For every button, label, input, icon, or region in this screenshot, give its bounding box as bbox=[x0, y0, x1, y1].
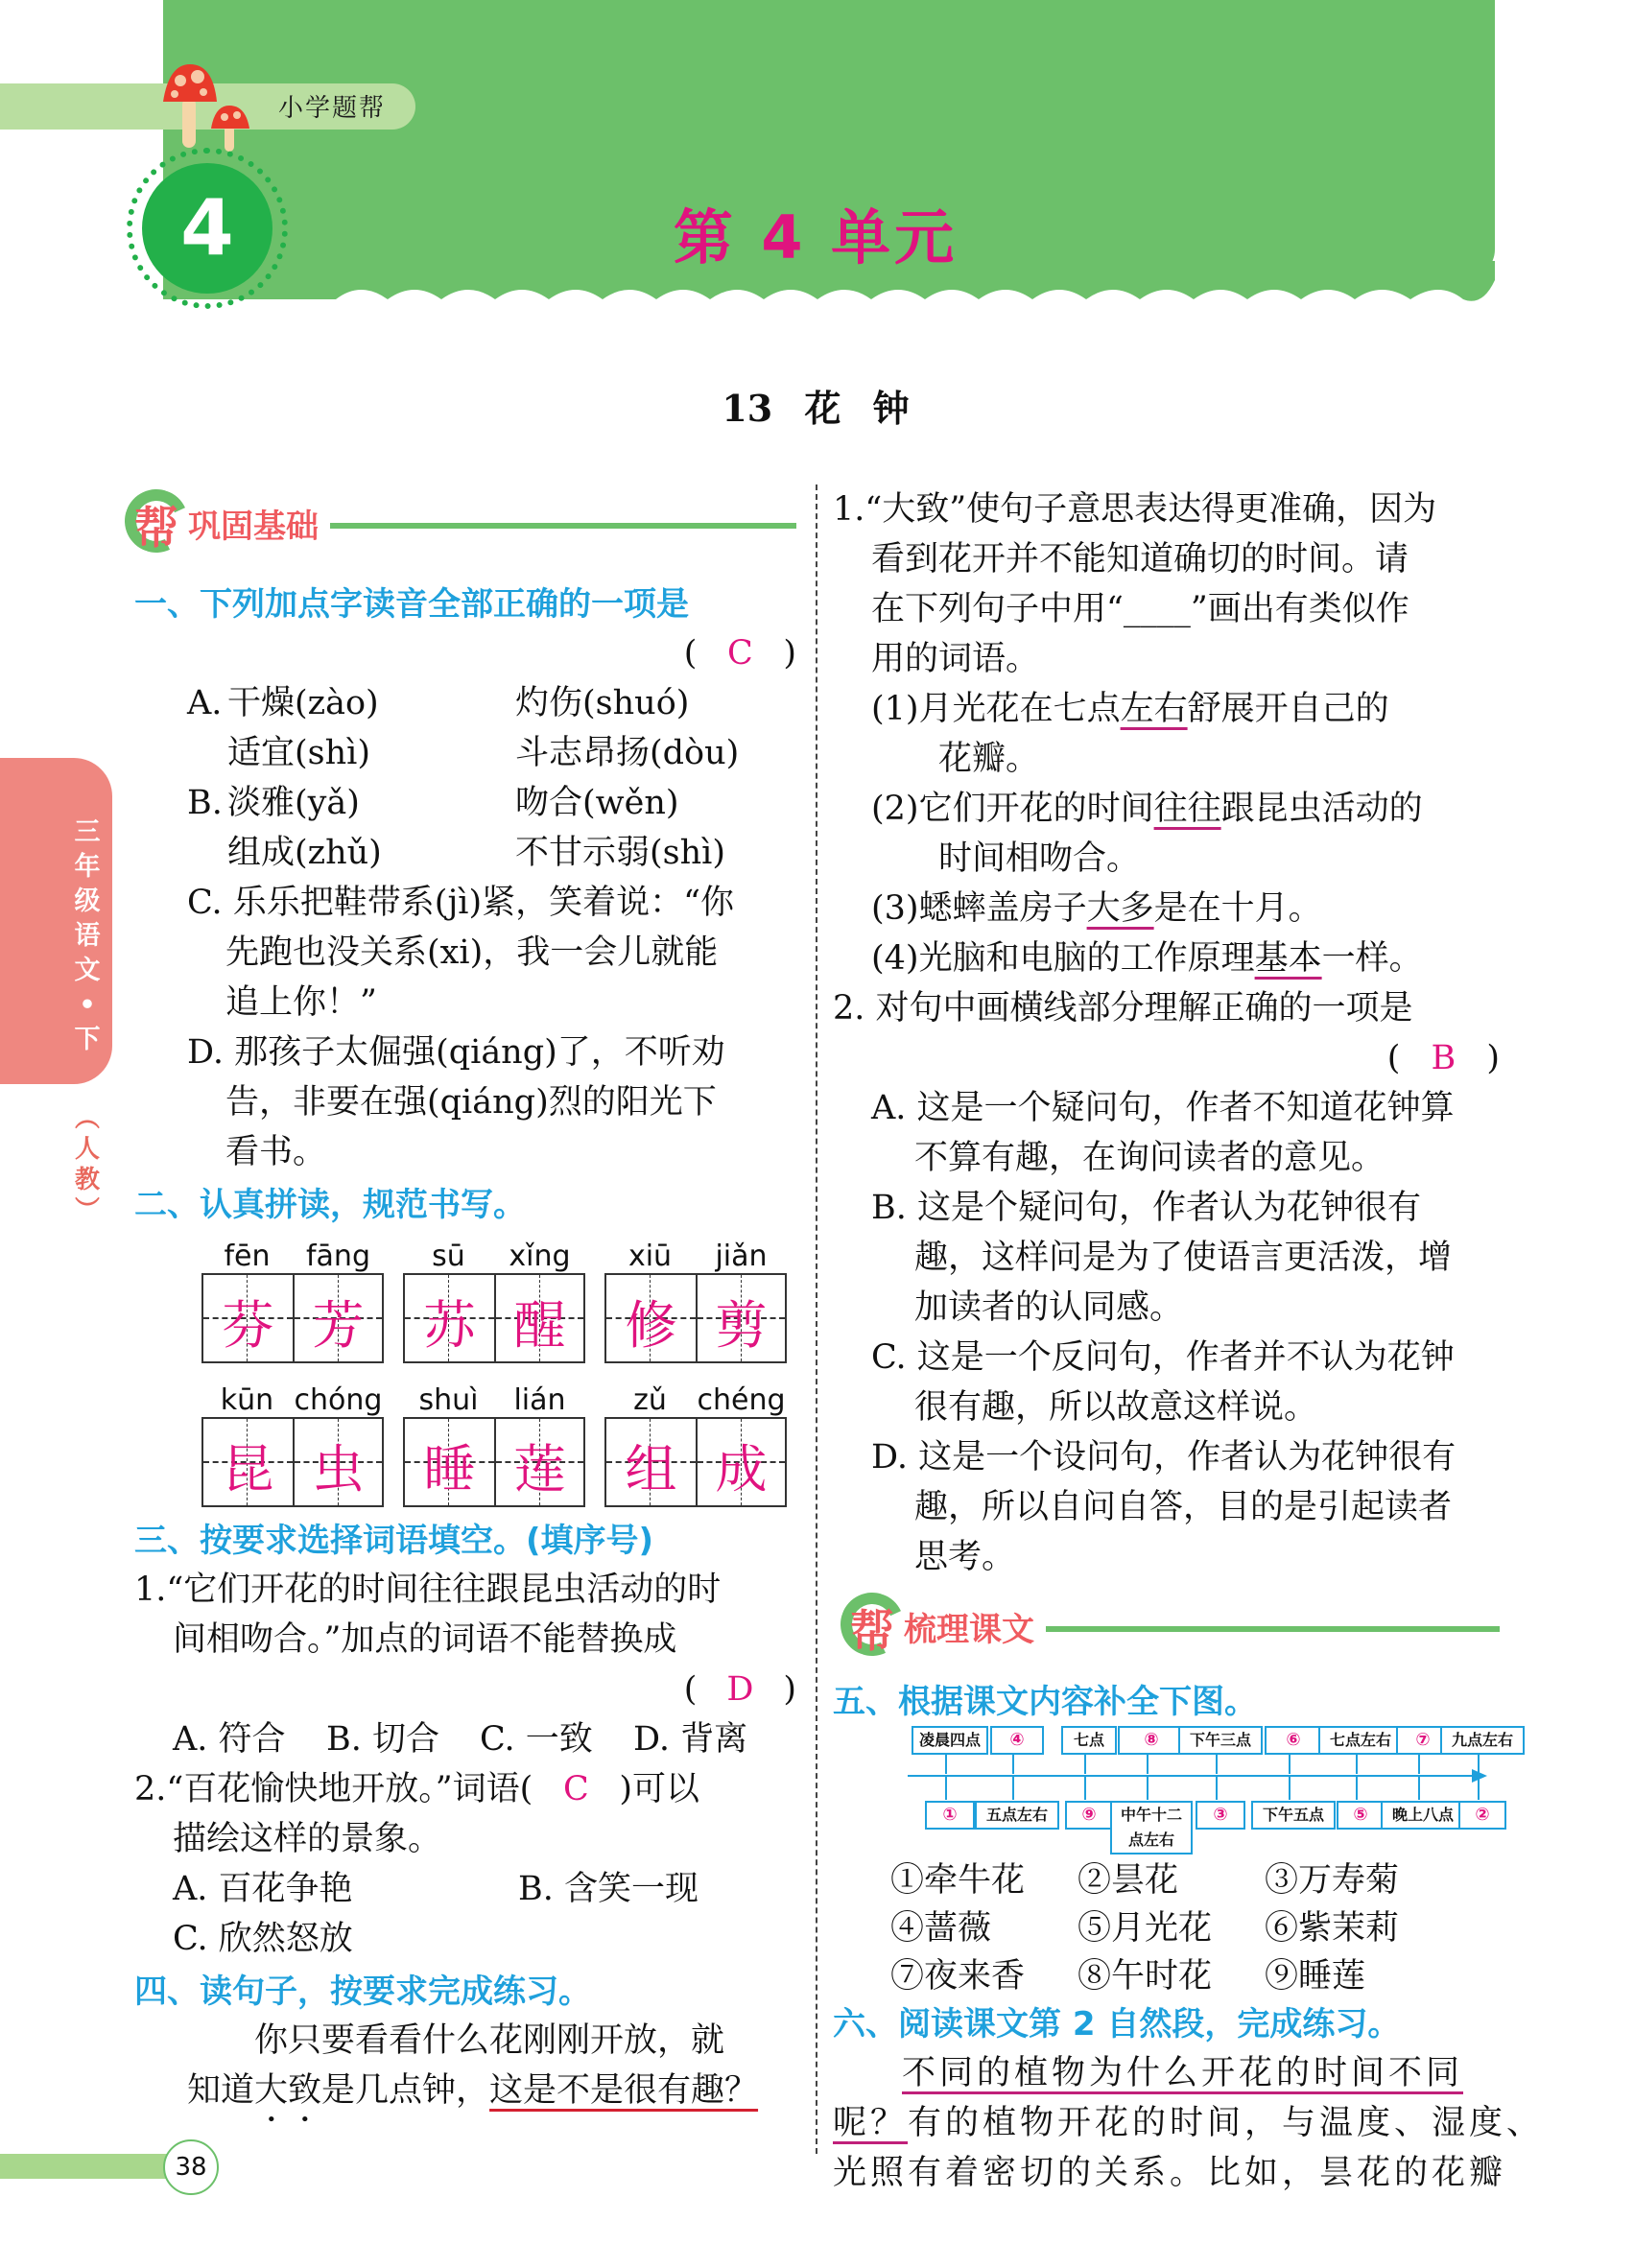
brand-name: 小学题帮 bbox=[278, 94, 387, 123]
tianzige-cell[interactable] bbox=[696, 1419, 785, 1505]
word-pair bbox=[201, 1229, 384, 1363]
q6-passage-line-3: 光照有着密切的关系。比如，昙花的花瓣 bbox=[833, 2154, 1507, 2192]
unit-number: 4 bbox=[180, 183, 234, 272]
q5-heading: 五、根据课文内容补全下图。 bbox=[833, 1683, 1257, 1721]
tianzige-boxes bbox=[403, 1417, 585, 1507]
underlined-word[interactable]: 往往 bbox=[1153, 790, 1221, 828]
arrow-connector bbox=[1418, 1777, 1420, 1800]
tianzige-cell[interactable] bbox=[203, 1419, 293, 1505]
arrow-connector bbox=[1478, 1777, 1480, 1800]
word-pair bbox=[604, 1373, 787, 1507]
mushroom-icon bbox=[161, 59, 276, 155]
side-tab-publisher bbox=[73, 1103, 102, 1226]
timeline-time-box: 七点左右 bbox=[1318, 1726, 1403, 1755]
underlined-word[interactable]: 大多 bbox=[1086, 889, 1154, 928]
written-character: 莲 bbox=[513, 1439, 566, 1500]
flower-option: ⑦夜来香 bbox=[890, 1957, 1026, 1996]
tianzige-boxes bbox=[201, 1417, 384, 1507]
pinyin bbox=[403, 1229, 585, 1273]
pinyin-syllable: jiǎn bbox=[715, 1240, 768, 1273]
section-label: 巩固基础 bbox=[188, 507, 319, 546]
arrow-down-icon bbox=[1478, 1755, 1480, 1774]
arrow-connector bbox=[1084, 1777, 1086, 1800]
pinyin-syllable: chóng bbox=[294, 1383, 383, 1417]
flower-options bbox=[890, 1856, 1500, 2000]
timeline-axis bbox=[908, 1775, 1474, 1777]
side-tab-char: • bbox=[79, 990, 96, 1020]
q4-sub1-sentences bbox=[833, 684, 1500, 983]
grid-row bbox=[201, 1229, 796, 1363]
timeline-time-box: 凌晨四点 bbox=[912, 1726, 988, 1755]
tianzige-cell[interactable] bbox=[405, 1275, 494, 1361]
sentence bbox=[871, 884, 1500, 933]
written-character: 睡 bbox=[423, 1439, 476, 1500]
pinyin-syllable: kūn bbox=[220, 1383, 274, 1417]
written-character: 芳 bbox=[312, 1295, 365, 1356]
q4-passage-line-2: 知道大致是几点钟，这是不是很有趣？ bbox=[187, 2071, 759, 2110]
flower-option: ⑨睡莲 bbox=[1265, 1957, 1366, 1996]
answer-option-line: A. 这是一个疑问句，作者不知道花钟算 bbox=[871, 1089, 1455, 1127]
grid-row bbox=[201, 1373, 796, 1507]
q3-1-answer-blank[interactable]: ( D ) bbox=[134, 1665, 796, 1714]
flower-option: ⑧午时花 bbox=[1077, 1957, 1213, 1996]
flower-option: ③万寿菊 bbox=[1265, 1861, 1400, 1900]
q3-1-options: A. 符合 B. 切合 C. 一致 D. 背离 bbox=[173, 1720, 748, 1759]
flower-option-row bbox=[890, 1856, 1500, 1904]
option-right: 灼伤(shuó) bbox=[515, 684, 690, 722]
arrow-connector bbox=[1289, 1777, 1291, 1800]
word-pair bbox=[604, 1229, 787, 1363]
word-pair bbox=[403, 1229, 585, 1363]
tianzige-cell[interactable] bbox=[606, 1419, 696, 1505]
right-column bbox=[833, 484, 1545, 2198]
option-left: 淡雅(yǎ) bbox=[227, 784, 360, 822]
timeline-time-box: 九点左右 bbox=[1440, 1726, 1525, 1755]
answer-option-line: 思考。 bbox=[914, 1538, 1016, 1576]
sentence bbox=[871, 933, 1500, 983]
timeline-answer-box[interactable]: ⑤ bbox=[1337, 1801, 1385, 1830]
column-divider bbox=[816, 484, 817, 2154]
pinyin-syllable: shuì bbox=[418, 1383, 479, 1417]
answer-option-line: 趣，所以自问自答，目的是引起读者 bbox=[914, 1488, 1453, 1526]
flower-timeline bbox=[908, 1726, 1513, 1849]
q1-option-row bbox=[187, 828, 796, 878]
side-tab-char: 年 bbox=[74, 852, 101, 882]
section-label: 梳理课文 bbox=[904, 1610, 1034, 1649]
pinyin-syllable: lián bbox=[513, 1383, 566, 1417]
option-label bbox=[187, 728, 227, 778]
option-left: 组成(zhǔ) bbox=[227, 834, 382, 872]
underlined-word[interactable]: 基本 bbox=[1254, 939, 1322, 978]
q1-answer-blank[interactable]: ( C ) bbox=[134, 628, 796, 678]
section-rule bbox=[1046, 1626, 1500, 1632]
q1-option-d: D. 那孩子太倔强(qiáng)了，不听劝 告，非要在强(qiáng)烈的阳光下 看书。 bbox=[187, 1033, 725, 1171]
sentence-number: (1) bbox=[871, 690, 919, 728]
q1-answer: C bbox=[726, 634, 753, 673]
arrow-down-icon bbox=[1356, 1755, 1358, 1774]
q4-sub2: 2. 对句中画横线部分理解正确的一项是 ( B ) A. 这是一个疑问句，作者不知道花钟算 不算有趣，在询问读者的意见。 B. 这是个疑问句，作者认为花钟很有 趣，这样问是为了使语言更活泼，增 加读者的认同感。 C. 这是一个反问句，作者并不认为花钟 很有趣，所以故意这样说。 D. 这是一个设问句，作者认为花钟很有 趣，所以自问自答，目的是引起读者 思考。 bbox=[833, 983, 1500, 1582]
option-label bbox=[187, 828, 227, 878]
timeline-answer-box[interactable]: ⑧ bbox=[1118, 1726, 1185, 1755]
q1-heading: 一、下列加点字读音全部正确的一项是 bbox=[134, 585, 689, 624]
arrow-down-icon bbox=[1216, 1755, 1218, 1774]
pinyin bbox=[604, 1229, 787, 1273]
sentence-continued: 时间相吻合。 bbox=[938, 839, 1141, 878]
q1-option-row bbox=[187, 678, 796, 728]
word-pair bbox=[403, 1373, 585, 1507]
answer-option-line: 很有趣，所以故意这样说。 bbox=[914, 1388, 1318, 1427]
unit-title: 第 4 单元 bbox=[673, 202, 959, 272]
word-pair bbox=[201, 1373, 384, 1507]
section-badge-icon: 帮 bbox=[841, 1593, 908, 1660]
arrow-connector bbox=[1356, 1777, 1358, 1800]
pinyin bbox=[604, 1373, 787, 1417]
tianzige-cell[interactable] bbox=[405, 1419, 494, 1505]
tianzige-boxes bbox=[604, 1273, 787, 1363]
arrow-up-icon bbox=[1012, 1755, 1014, 1774]
sentence bbox=[871, 684, 1500, 734]
option-right: 斗志昂扬(dòu) bbox=[515, 734, 740, 772]
answer-option-line: 趣，这样问是为了使语言更活泼，增 bbox=[914, 1239, 1453, 1277]
page-number-bar bbox=[0, 2154, 182, 2179]
section-header-consolidate bbox=[125, 484, 796, 561]
q4-2-answer: B bbox=[1431, 1039, 1456, 1077]
tianzige-cell[interactable] bbox=[203, 1275, 293, 1361]
written-character: 修 bbox=[625, 1295, 677, 1356]
timeline-time-box: 下午五点 bbox=[1251, 1801, 1336, 1830]
timeline-time-box: 五点左右 bbox=[975, 1801, 1059, 1830]
tianzige-cell[interactable] bbox=[494, 1419, 583, 1505]
q1-option-c: C. 乐乐把鞋带系(jì)紧，笑着说：“你 先跑也没关系(xi)，我一会儿就能 追上你！” bbox=[187, 884, 735, 1022]
q4-heading: 四、读句子，按要求完成练习。 bbox=[134, 1973, 591, 2011]
written-character: 醒 bbox=[513, 1295, 566, 1356]
sentence-text: 跟昆虫活动的 bbox=[1220, 790, 1423, 828]
flower-option: ④蔷薇 bbox=[890, 1909, 992, 1948]
side-tab-char: ︶ bbox=[74, 1196, 100, 1225]
arrow-up-icon bbox=[1289, 1755, 1291, 1774]
timeline-answer-box[interactable]: ⑦ bbox=[1396, 1726, 1450, 1755]
arrow-up-icon bbox=[1418, 1755, 1420, 1774]
flower-option-row bbox=[890, 1952, 1500, 2000]
page-number: 38 bbox=[163, 2139, 219, 2195]
written-character: 剪 bbox=[715, 1295, 768, 1356]
sentence-number: (4) bbox=[871, 939, 919, 978]
q1-options bbox=[134, 678, 796, 878]
pinyin-syllable: sū bbox=[432, 1240, 465, 1273]
option-right: 吻合(wěn) bbox=[515, 784, 679, 822]
pinyin-syllable: chéng bbox=[697, 1383, 786, 1417]
written-character: 成 bbox=[715, 1439, 768, 1500]
q6-heading: 六、阅读课文第 2 自然段，完成练习。 bbox=[833, 2005, 1401, 2044]
timeline-answer-box[interactable]: ③ bbox=[1196, 1801, 1245, 1830]
sentence-text: 光脑和电脑的工作原理 bbox=[918, 939, 1255, 978]
side-tab-char: 人 bbox=[74, 1135, 100, 1164]
flower-option: ①牵牛花 bbox=[890, 1861, 1026, 1900]
flower-option-row bbox=[890, 1904, 1500, 1952]
section-rule bbox=[330, 523, 796, 529]
side-tab-char: 下 bbox=[74, 1025, 101, 1054]
written-character: 昆 bbox=[222, 1439, 274, 1500]
arrow-connector bbox=[1147, 1777, 1149, 1800]
lesson-title: 13 花 钟 bbox=[722, 387, 910, 430]
writing-grid bbox=[134, 1229, 796, 1507]
pinyin-syllable: fāng bbox=[305, 1240, 370, 1273]
written-character: 芬 bbox=[222, 1295, 274, 1356]
arrow-down-icon bbox=[945, 1755, 947, 1774]
tianzige-boxes bbox=[604, 1417, 787, 1507]
sentence-number: (2) bbox=[871, 790, 919, 828]
side-tab-grade bbox=[73, 815, 102, 1057]
arrow-connector bbox=[945, 1777, 947, 1800]
arrow-connector bbox=[1012, 1777, 1014, 1800]
arrow-down-icon bbox=[1084, 1755, 1086, 1774]
q6-passage-line-2: 呢？有的植物开花的时间，与温度、湿度、 bbox=[833, 2104, 1545, 2142]
timeline-answer-box[interactable]: ⑥ bbox=[1265, 1726, 1322, 1755]
flower-option: ⑤月光花 bbox=[1077, 1909, 1213, 1948]
timeline-time-box: 中午十二点左右 bbox=[1110, 1801, 1193, 1855]
written-character: 虫 bbox=[312, 1439, 365, 1500]
tianzige-cell[interactable] bbox=[606, 1275, 696, 1361]
q3-1-answer: D bbox=[726, 1670, 754, 1709]
option-left: 适宜(shì) bbox=[227, 734, 371, 772]
timeline-time-box: 下午三点 bbox=[1178, 1726, 1263, 1755]
timeline-time-box: 七点 bbox=[1061, 1726, 1117, 1755]
timeline-answer-box[interactable]: ② bbox=[1458, 1801, 1506, 1830]
pinyin bbox=[403, 1373, 585, 1417]
side-tab-char: ︵ bbox=[74, 1104, 100, 1133]
sentence-text: 舒展开自己的 bbox=[1187, 690, 1389, 728]
q3-2-answer[interactable]: C bbox=[562, 1770, 589, 1808]
side-tab-char: 教 bbox=[74, 1166, 100, 1194]
q3-item-1: 1.“它们开花的时间往往跟昆虫活动的时 间相吻合。”加点的词语不能替换成 ( D ) A. 符合 B. 切合 C. 一致 D. 背离 bbox=[134, 1565, 796, 1764]
pinyin-syllable: xǐng bbox=[509, 1240, 571, 1273]
pinyin bbox=[201, 1373, 384, 1417]
q2-heading: 二、认真拼读，规范书写。 bbox=[134, 1186, 526, 1224]
sentence-text: 它们开花的时间 bbox=[918, 790, 1154, 828]
tianzige-cell[interactable] bbox=[293, 1275, 382, 1361]
q3-heading: 三、按要求选择词语填空。(填序号) bbox=[134, 1522, 654, 1560]
sentence-continued: 花瓣。 bbox=[938, 740, 1040, 778]
arrow-up-icon bbox=[1147, 1755, 1149, 1774]
left-column bbox=[134, 484, 796, 2130]
section-header-review bbox=[841, 1588, 1500, 1665]
flower-option: ⑥紫茉莉 bbox=[1265, 1909, 1400, 1948]
option-left: 干燥(zào) bbox=[227, 684, 379, 722]
q1-option-row bbox=[187, 778, 796, 828]
answer-option-line: 不算有趣，在询问读者的意见。 bbox=[914, 1139, 1385, 1177]
q3-item-2: 2.“百花愉快地开放。”词语( C )可以 描绘这样的景象。 A. 百花争艳 B. 含笑一现 C. 欣然怒放 bbox=[134, 1764, 796, 1964]
sentence-number: (3) bbox=[871, 889, 919, 928]
answer-option-line: C. 这是一个反问句，作者并不认为花钟 bbox=[871, 1338, 1455, 1377]
pinyin-syllable: fēn bbox=[224, 1240, 271, 1273]
tianzige-cell[interactable] bbox=[494, 1275, 583, 1361]
tianzige-cell[interactable] bbox=[293, 1419, 382, 1505]
tianzige-boxes bbox=[403, 1273, 585, 1363]
q4-sub2-options bbox=[833, 1083, 1500, 1582]
answer-option-line: 加读者的认同感。 bbox=[914, 1288, 1184, 1327]
timeline-time-box: 晚上八点 bbox=[1381, 1801, 1465, 1830]
q1-option-row bbox=[187, 728, 796, 778]
side-tab-char: 级 bbox=[74, 886, 101, 916]
q4-sub1: 1.“大致”使句子意思表达得更准确，因为 看到花开并不能知道确切的时间。请 在下列句子中用“____”画出有类似作 用的词语。 (1)月光花在七点左右舒展开自己的 花瓣。 (2)它们开花的时间往往跟昆虫活动的 时间相吻合。 (3)蟋蟀盖房子大多是在十月。 (4)光脑和电脑的工作原理基本一样。 bbox=[833, 484, 1500, 983]
written-character: 组 bbox=[625, 1439, 677, 1500]
q4-passage-line-1: 你只要看看什么花刚刚开放，就 bbox=[254, 2021, 725, 2060]
pinyin-syllable: zǔ bbox=[633, 1383, 667, 1417]
sentence-text: 是在十月。 bbox=[1153, 889, 1322, 928]
arrow-connector bbox=[1216, 1777, 1218, 1800]
timeline-answer-box[interactable]: ④ bbox=[990, 1726, 1044, 1755]
option-label: B. bbox=[187, 784, 223, 822]
side-tab-char: 语 bbox=[74, 921, 101, 951]
written-character: 苏 bbox=[423, 1295, 476, 1356]
side-tab-char: 文 bbox=[74, 956, 101, 985]
answer-option-line: B. 这是个疑问句，作者认为花钟很有 bbox=[871, 1189, 1421, 1227]
timeline-answer-box[interactable]: ① bbox=[925, 1801, 975, 1830]
tianzige-boxes bbox=[201, 1273, 384, 1363]
tianzige-cell[interactable] bbox=[696, 1275, 785, 1361]
option-label: A. bbox=[187, 684, 223, 722]
answer-option-line: D. 这是一个设问句，作者认为花钟很有 bbox=[871, 1438, 1456, 1477]
pinyin bbox=[201, 1229, 384, 1273]
q4-2-answer-blank[interactable]: ( B ) bbox=[833, 1033, 1500, 1083]
pinyin-syllable: xiū bbox=[628, 1240, 673, 1273]
sentence bbox=[871, 784, 1500, 834]
flower-option: ②昙花 bbox=[1077, 1861, 1179, 1900]
sentence-text: 月光花在七点 bbox=[918, 690, 1121, 728]
underlined-word[interactable]: 左右 bbox=[1120, 690, 1188, 728]
timeline-answer-box[interactable]: ⑨ bbox=[1065, 1801, 1113, 1830]
sentence-text: 蟋蟀盖房子 bbox=[918, 889, 1087, 928]
option-right: 不甘示弱(shì) bbox=[515, 834, 726, 872]
timeline-arrow-icon bbox=[1472, 1769, 1487, 1783]
q6-passage-line-1: 不同的植物为什么开花的时间不同 bbox=[902, 2054, 1464, 2092]
side-tab-char: 三 bbox=[74, 817, 101, 847]
sentence-text: 一样。 bbox=[1321, 939, 1423, 978]
section-badge-icon: 帮 bbox=[125, 489, 192, 556]
